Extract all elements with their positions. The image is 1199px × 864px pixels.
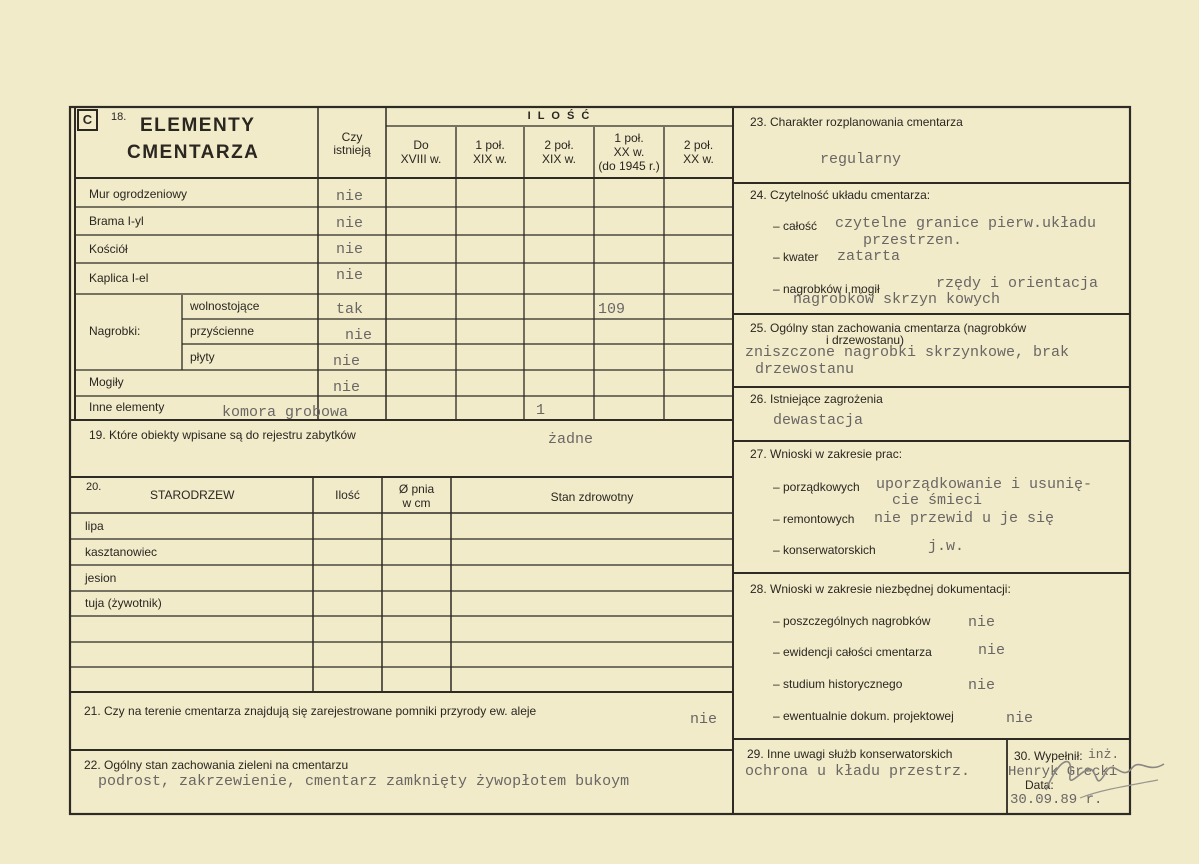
s26-label: 26. Istniejące zagrożenia xyxy=(750,392,883,406)
tree-row-label: lipa xyxy=(85,519,104,533)
period-3-line2: XIX w. xyxy=(541,152,576,166)
s20-health-header: Stan zdrowotny xyxy=(550,490,634,504)
period-4-line3: (do 1945 r.) xyxy=(598,159,660,173)
row-value-gate: nie xyxy=(336,215,364,232)
s29-value: ochrona u kładu przestrz. xyxy=(745,763,971,780)
s25-label-line2: i drzewostanu) xyxy=(826,333,905,347)
row-value-freestanding: tak xyxy=(336,301,364,318)
s25-value-line2: drzewostanu xyxy=(755,361,855,378)
s27-repair-label: – remontowych xyxy=(773,512,855,526)
s26-value: dewastacja xyxy=(773,412,864,429)
row-label-other: Inne elementy xyxy=(89,400,165,414)
s21-label: 21. Czy na terenie cmentarza znajdują się zarejestrowane pomniki przyrody ew. aleje xyxy=(84,704,537,718)
row-label-slabs: płyty xyxy=(190,350,215,364)
tombs-label: Nagrobki: xyxy=(89,324,141,338)
period-1-line1: Do xyxy=(413,138,429,152)
s27-cleanup-label: – porządkowych xyxy=(773,480,860,494)
s27-label: 27. Wnioski w zakresie prac: xyxy=(750,447,903,461)
s20-title: STARODRZEW xyxy=(150,488,235,502)
row-value-chapel: nie xyxy=(336,267,364,284)
s30-filled-by-name: Henryk Grecki xyxy=(1008,764,1118,780)
s29-label: 29. Inne uwagi służb konserwatorskich xyxy=(747,747,953,761)
s19-label: 19. Które obiekty wpisane są do rejestru zabytków xyxy=(89,428,356,442)
s24-label: 24. Czytelność układu cmentarza: xyxy=(750,188,931,202)
tree-row-label: kasztanowiec xyxy=(85,545,158,559)
row-value-church: nie xyxy=(336,241,364,258)
s28-label: 28. Wnioski w zakresie niezbędnej dokumentacji: xyxy=(750,582,1011,596)
handwritten-signature xyxy=(1040,746,1170,804)
s25-label-line1: 25. Ogólny stan zachowania cmentarza (nagrobków xyxy=(750,321,1027,335)
s22-value: podrost, zakrzewienie, cmentarz zamknięty żywopłotem bukoym xyxy=(98,773,630,790)
period-4-line2: XX w. xyxy=(613,145,645,159)
row-value-wall: nie xyxy=(336,188,364,205)
s30-date-value: 30.09.89 r. xyxy=(1010,792,1103,808)
quantity-header: I L O Ś Ć xyxy=(527,110,592,122)
exists-header-line2: istnieją xyxy=(333,143,371,157)
s21-value: nie xyxy=(690,711,718,728)
period-2-line2: XIX w. xyxy=(472,152,507,166)
s24-quarters-label: – kwater xyxy=(773,250,819,264)
row-count-freestanding: 109 xyxy=(598,301,626,318)
s20-quantity-header: Ilość xyxy=(335,488,360,502)
row-label-graves: Mogiły xyxy=(89,375,124,389)
row-label-wall: Mur ogrodzeniowy xyxy=(89,187,188,201)
s27-conservation-label: – konserwatorskich xyxy=(773,543,876,557)
s28-item-label: – studium historycznego xyxy=(773,677,903,691)
s20-number: 20. xyxy=(86,481,102,493)
s24-tombs-value-line2: nagrobków skrzyn kowych xyxy=(793,291,1001,308)
s27-cleanup-value-line1: uporządkowanie i usunię- xyxy=(876,476,1093,493)
row-value-slabs: nie xyxy=(333,353,361,370)
row-label-gate: Brama I-yl xyxy=(89,214,144,228)
s20-trunk-header-line2: w cm xyxy=(402,496,431,510)
row-label-wall-mounted: przyścienne xyxy=(190,324,255,338)
s25-value-line1: zniszczone nagrobki skrzynkowe, brak xyxy=(745,344,1070,361)
s28-item-label: – poszczególnych nagrobków xyxy=(773,614,931,628)
tree-row-label: jesion xyxy=(85,571,117,585)
s19-value: żadne xyxy=(548,431,594,448)
s28-item-value: nie xyxy=(978,642,1006,659)
tree-row-label: tuja (żywotnik) xyxy=(85,596,162,610)
period-5-line1: 2 poł. xyxy=(683,138,714,152)
card-letter-box: C xyxy=(77,109,98,131)
period-1-line2: XVIII w. xyxy=(400,152,442,166)
s27-cleanup-value-line2: cie śmieci xyxy=(892,492,983,509)
s28-item-value: nie xyxy=(968,614,996,631)
s28-item-label: – ewidencji całości cmentarza xyxy=(773,645,932,659)
s20-trunk-header-line1: Ø pnia xyxy=(398,482,435,496)
s24-whole-value-line1: czytelne granice pierw.układu xyxy=(835,215,1097,232)
s30-date-label: Data: xyxy=(1025,778,1054,792)
period-5-line2: XX w. xyxy=(683,152,714,166)
row-value-graves: nie xyxy=(333,379,361,396)
s23-value: regularny xyxy=(820,151,902,168)
row-value-other: komora grobowa xyxy=(222,404,349,421)
row-label-chapel: Kaplica I-el xyxy=(89,271,149,285)
s27-conservation-value: j.w. xyxy=(928,538,965,555)
s24-whole-label: – całość xyxy=(773,219,818,233)
period-3-line1: 2 poł. xyxy=(544,138,574,152)
row-label-church: Kościół xyxy=(89,242,128,256)
row-count-other: 1 xyxy=(536,402,546,419)
period-2-line1: 1 poł. xyxy=(475,138,505,152)
section-18-title-line1: ELEMENTY xyxy=(140,115,256,136)
s28-item-value: nie xyxy=(1006,710,1034,727)
s30-label: 30. Wypełnił: xyxy=(1014,749,1083,763)
s27-repair-value: nie przewid u je się xyxy=(874,510,1055,527)
exists-header-line1: Czy xyxy=(341,130,363,144)
row-value-wall-mounted: nie xyxy=(345,327,373,344)
s28-item-value: nie xyxy=(968,677,996,694)
s24-whole-value-line2: przestrzen. xyxy=(863,232,963,249)
s28-item-label: – ewentualnie dokum. projektowej xyxy=(773,709,954,723)
s30-title: inż. xyxy=(1088,747,1120,762)
period-4-line1: 1 poł. xyxy=(614,131,644,145)
s24-quarters-value: zatarta xyxy=(837,248,901,265)
section-18-title-line2: CMENTARZA xyxy=(127,142,260,163)
row-label-freestanding: wolnostojące xyxy=(190,299,260,313)
s24-tombs-value-line1: rzędy i orientacja xyxy=(936,275,1099,292)
s23-label: 23. Charakter rozplanowania cmentarza xyxy=(750,115,963,129)
s24-tombs-label: – nagrobków i mogił xyxy=(773,282,880,296)
section-18-number: 18. xyxy=(111,111,127,123)
s22-label: 22. Ogólny stan zachowania zieleni na cmentarzu xyxy=(84,758,349,772)
